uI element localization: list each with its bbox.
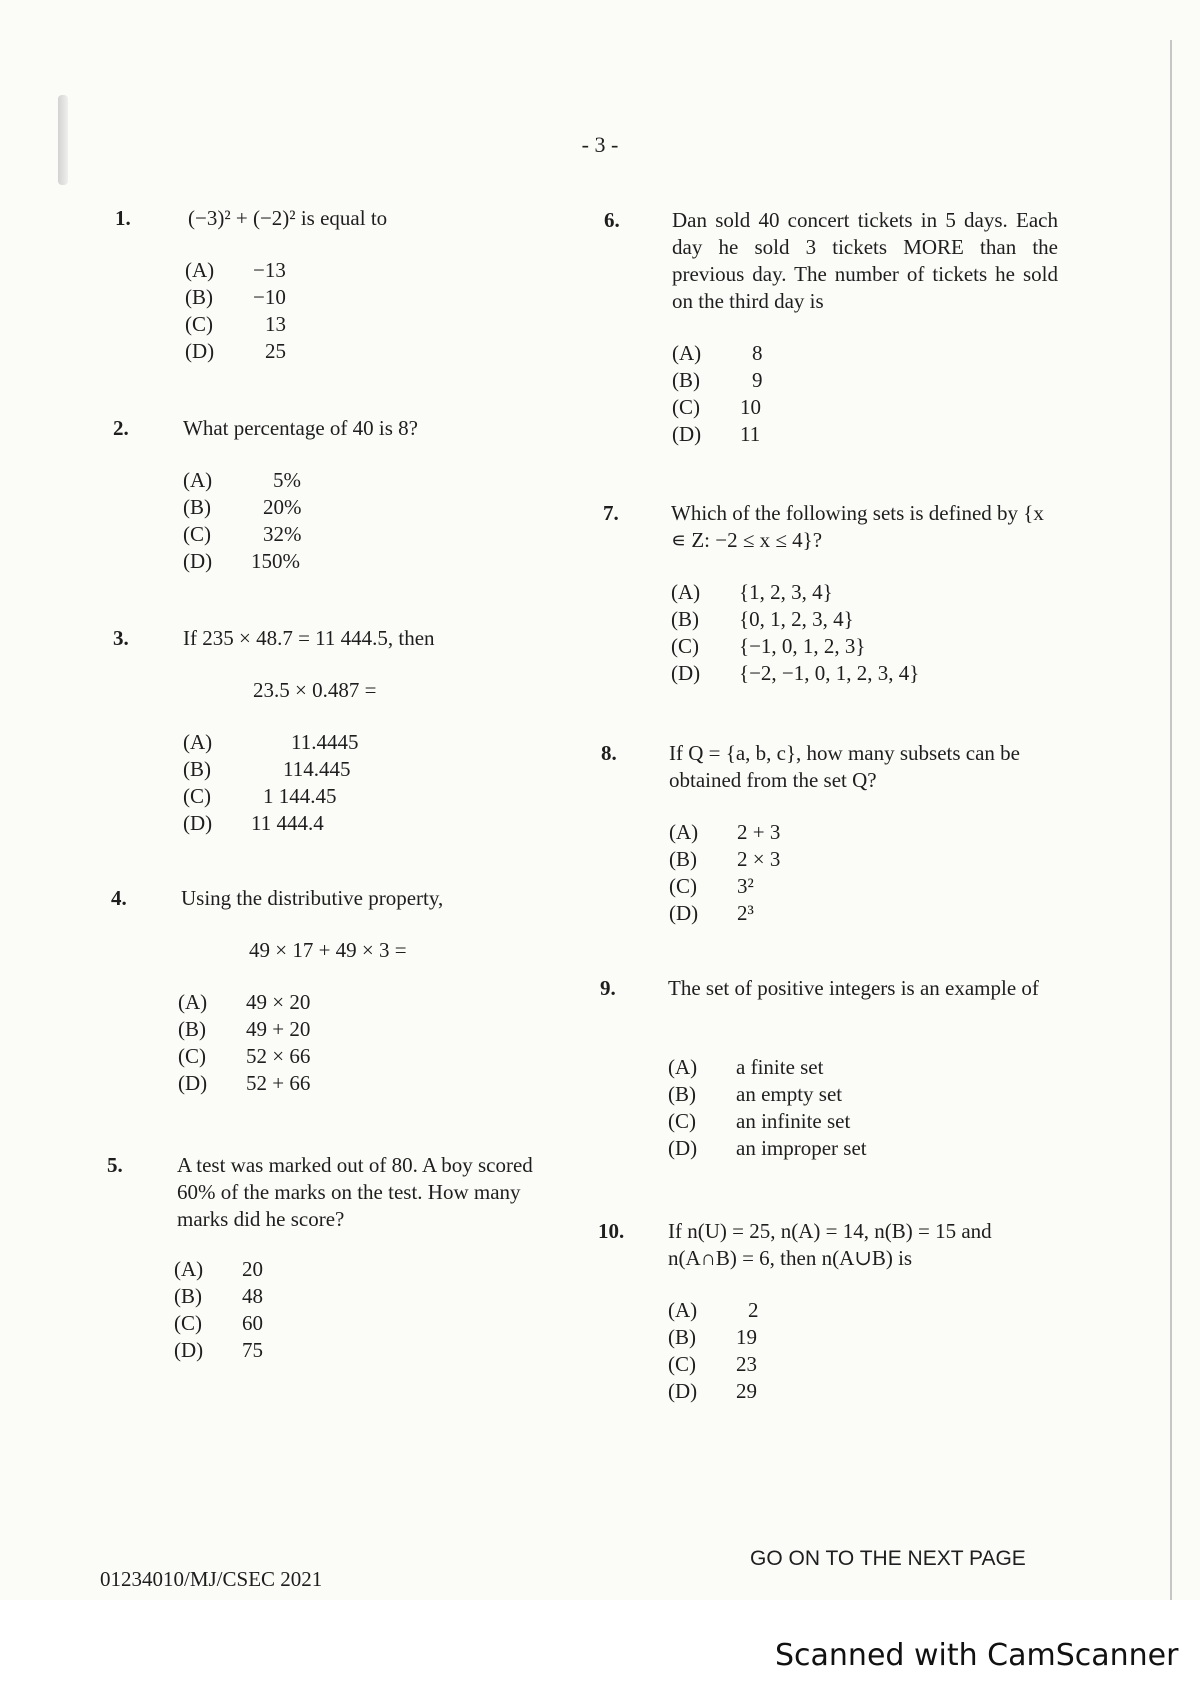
question-formula: 49 × 17 + 49 × 3 = xyxy=(249,938,407,962)
option-d[interactable]: (D) 11 444.4 xyxy=(183,811,324,835)
option-a[interactable]: (A) a finite set xyxy=(668,1055,824,1079)
option-c[interactable]: (C) 52 × 66 xyxy=(178,1044,311,1068)
answer-options xyxy=(669,819,780,927)
option-d[interactable]: (D) 25 xyxy=(185,339,286,363)
answer-options xyxy=(668,1054,867,1162)
question-text: If Q = {a, b, c}, how many subsets can be obtained from the set Q? xyxy=(669,741,1021,792)
question-text: Which of the following sets is defined by {x ∊ Z: −2 ≤ x ≤ 4}? xyxy=(671,501,1044,552)
option-a[interactable]: (A) −13 xyxy=(185,258,286,282)
option-c[interactable]: (C) an infinite set xyxy=(668,1109,851,1133)
answer-options xyxy=(183,729,358,837)
question-text: What percentage of 40 is 8? xyxy=(183,416,418,440)
option-d[interactable]: (D) an improper set xyxy=(668,1136,867,1160)
option-a[interactable]: (A) 2 + 3 xyxy=(669,820,781,844)
answer-options xyxy=(183,467,302,575)
option-b[interactable]: (B) 48 xyxy=(174,1284,263,1308)
option-c[interactable]: (C) {−1, 0, 1, 2, 3} xyxy=(671,634,866,658)
option-a[interactable]: (A) 8 xyxy=(672,341,763,365)
question-number: 10. xyxy=(598,1219,625,1243)
option-d[interactable]: (D) 150% xyxy=(183,549,300,573)
option-a[interactable]: (A) {1, 2, 3, 4} xyxy=(671,580,833,604)
question-text: The set of positive integers is an example of xyxy=(668,976,1039,1000)
option-c[interactable]: (C) 10 xyxy=(672,395,761,419)
question-number: 5. xyxy=(107,1153,123,1177)
page-edge-line xyxy=(1170,40,1172,1600)
question-text: If 235 × 48.7 = 11 444.5, then xyxy=(183,626,435,650)
question-text: A test was marked out of 80. A boy scored 60% of the marks on the test. How many marks did he score? xyxy=(177,1153,533,1231)
question-text: Dan sold 40 concert tickets in 5 days. Each day he sold 3 tickets MORE than the previous day. The number of tickets he sold on the third day is xyxy=(672,208,1058,313)
question-number: 4. xyxy=(111,886,127,910)
answer-options xyxy=(174,1256,263,1364)
question-text: If n(U) = 25, n(A) = 14, n(B) = 15 and n(A∩B) = 6, then n(A∪B) is xyxy=(668,1219,992,1270)
option-a[interactable]: (A) 11.4445 xyxy=(183,730,359,754)
question-number: 6. xyxy=(604,208,620,232)
option-d[interactable]: (D) 2³ xyxy=(669,901,754,925)
question-number: 7. xyxy=(603,501,619,525)
question-number: 3. xyxy=(113,626,129,650)
answer-options xyxy=(672,340,763,448)
option-d[interactable]: (D) 52 + 66 xyxy=(178,1071,311,1095)
option-c[interactable]: (C) 60 xyxy=(174,1311,263,1335)
next-page-notice: GO ON TO THE NEXT PAGE xyxy=(750,1547,1026,1570)
option-d[interactable]: (D) {−2, −1, 0, 1, 2, 3, 4} xyxy=(671,661,920,685)
option-b[interactable]: (B) an empty set xyxy=(668,1082,843,1106)
option-d[interactable]: (D) 11 xyxy=(672,422,761,446)
question-number: 1. xyxy=(115,206,131,230)
question-number: 9. xyxy=(600,976,616,1000)
option-b[interactable]: (B) 19 xyxy=(668,1325,757,1349)
option-b[interactable]: (B) 49 + 20 xyxy=(178,1017,311,1041)
option-b[interactable]: (B) −10 xyxy=(185,285,286,309)
option-d[interactable]: (D) 75 xyxy=(174,1338,263,1362)
option-c[interactable]: (C) 32% xyxy=(183,522,302,546)
page-number: - 3 - xyxy=(581,132,619,157)
answer-options xyxy=(178,989,310,1097)
answer-options xyxy=(185,257,286,365)
option-a[interactable]: (A) 2 xyxy=(668,1298,759,1322)
answer-options xyxy=(671,579,919,687)
question-number: 2. xyxy=(113,416,129,440)
option-a[interactable]: (A) 49 × 20 xyxy=(178,990,311,1014)
camscanner-watermark: Scanned with CamScanner xyxy=(775,1638,1179,1673)
option-b[interactable]: (B) 2 × 3 xyxy=(669,847,781,871)
option-c[interactable]: (C) 1 144.45 xyxy=(183,784,337,808)
option-a[interactable]: (A) 5% xyxy=(183,468,301,492)
option-a[interactable]: (A) 20 xyxy=(174,1257,263,1281)
option-d[interactable]: (D) 29 xyxy=(668,1379,757,1403)
question-text: Using the distributive property, xyxy=(181,886,444,910)
option-c[interactable]: (C) 23 xyxy=(668,1352,757,1376)
option-c[interactable]: (C) 13 xyxy=(185,312,286,336)
option-b[interactable]: (B) {0, 1, 2, 3, 4} xyxy=(671,607,854,631)
exam-code: 01234010/MJ/CSEC 2021 xyxy=(100,1567,323,1591)
option-b[interactable]: (B) 114.445 xyxy=(183,757,351,781)
answer-options xyxy=(668,1297,759,1405)
option-b[interactable]: (B) 20% xyxy=(183,495,302,519)
question-number: 8. xyxy=(601,741,617,765)
option-c[interactable]: (C) 3² xyxy=(669,874,754,898)
question-text: (−3)² + (−2)² is equal to xyxy=(188,206,388,230)
question-formula: 23.5 × 0.487 = xyxy=(253,678,377,702)
option-b[interactable]: (B) 9 xyxy=(672,368,763,392)
